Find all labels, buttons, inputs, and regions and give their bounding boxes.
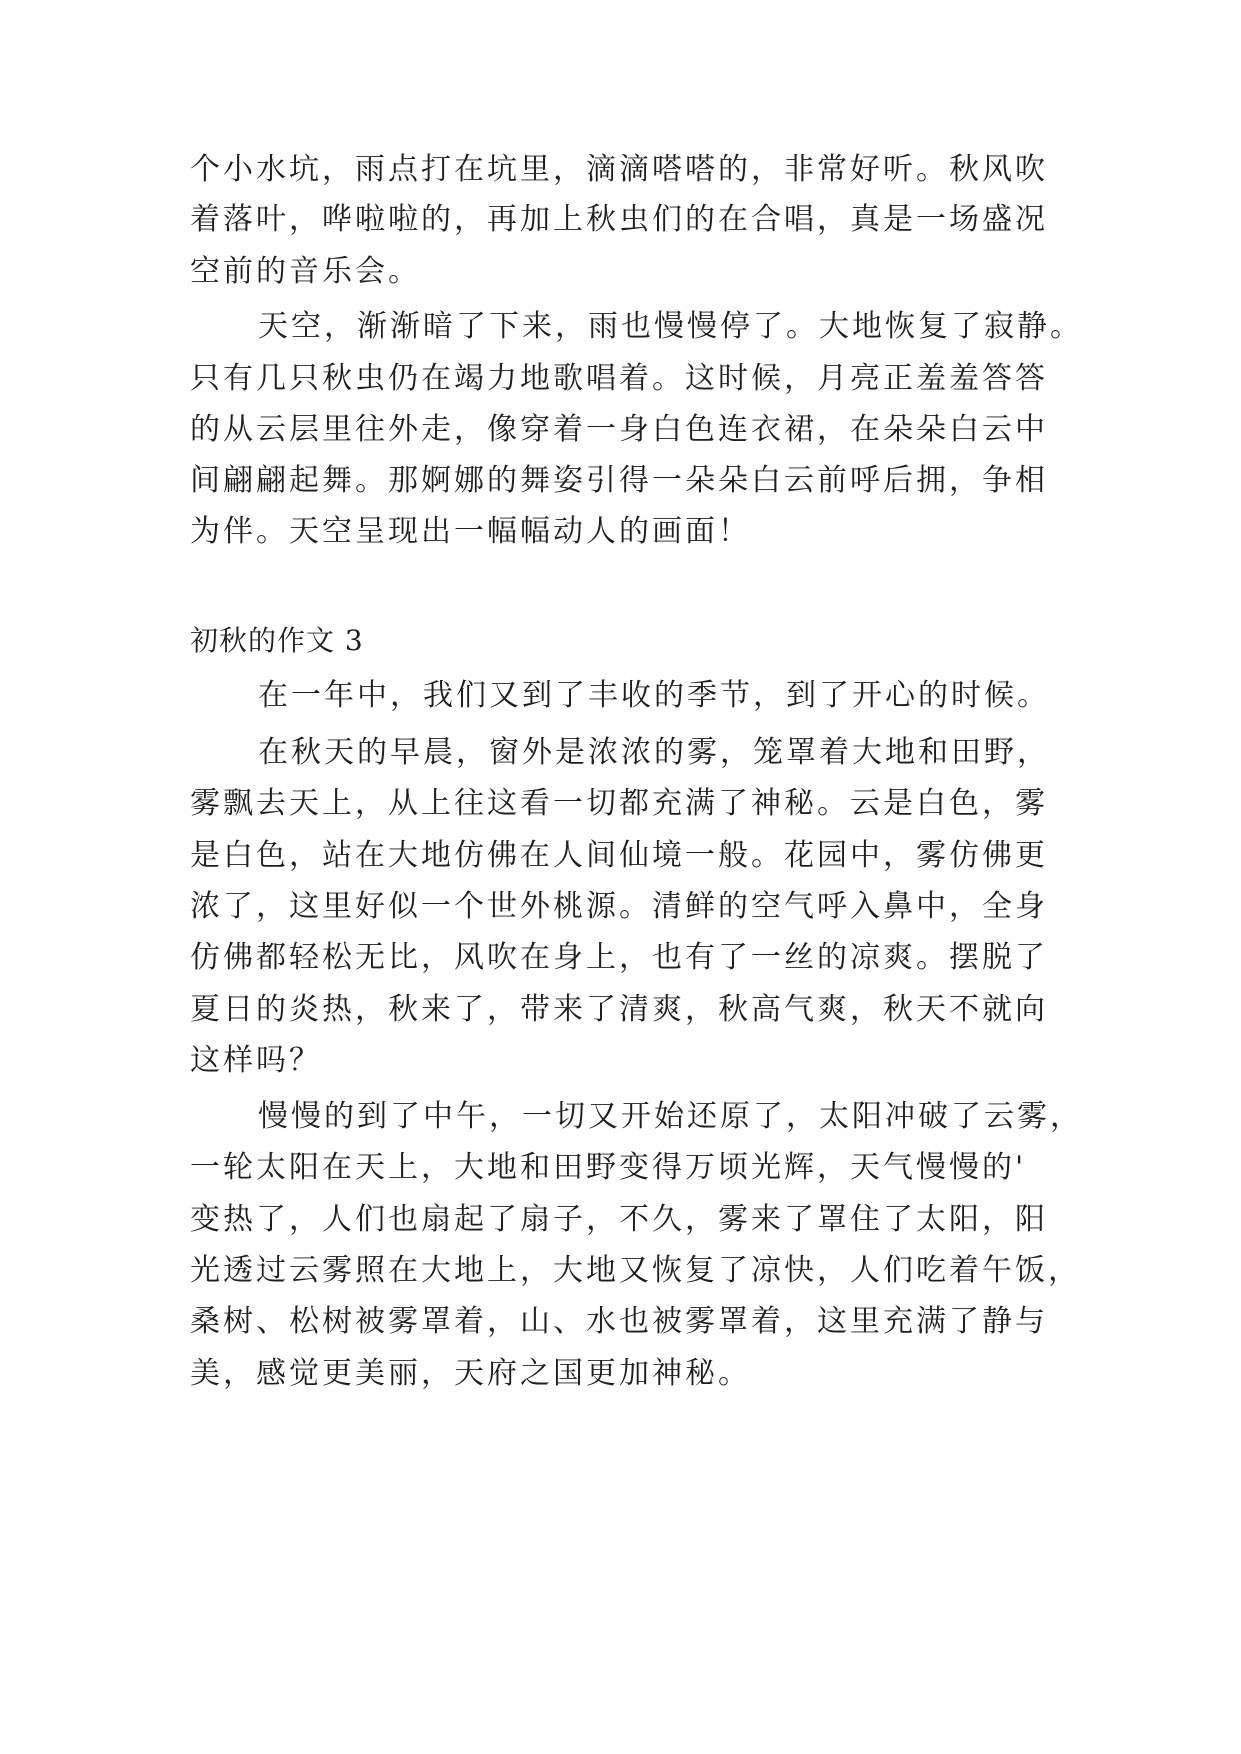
text-line: 空前的音乐会。 <box>190 254 421 289</box>
text-line: 变热了，人们也扇起了扇子，不久，雾来了罩住了太阳，阳 <box>190 1202 1048 1237</box>
text-line: 光透过云雾照在大地上，大地又恢复了凉快，人们吃着午饭， <box>190 1253 1081 1288</box>
text-line: 是白色，站在大地仿佛在人间仙境一般。花园中，雾仿佛更 <box>190 838 1048 873</box>
text-line: 仿佛都轻松无比，风吹在身上，也有了一丝的凉爽。摆脱了 <box>190 940 1048 975</box>
text-line: 为伴。天空呈现出一幅幅动人的画面！ <box>190 514 751 549</box>
text-line: 在一年中，我们又到了丰收的季节，到了开心的时候。 <box>258 678 1050 713</box>
essay-heading: 初秋的作文 3 <box>190 624 364 657</box>
text-line: 着落叶，哗啦啦的，再加上秋虫们的在合唱，真是一场盛况 <box>190 202 1048 237</box>
text-line: 这样吗？ <box>190 1043 322 1078</box>
text-line: 浓了，这里好似一个世外桃源。清鲜的空气呼入鼻中，全身 <box>190 889 1048 924</box>
text-line: 只有几只秋虫仍在竭力地歌唱着。这时候，月亮正羞羞答答 <box>190 361 1048 396</box>
text-line: 一轮太阳在天上，大地和田野变得万顷光辉，天气慢慢的' <box>190 1150 1027 1185</box>
text-line: 桑树、松树被雾罩着，山、水也被雾罩着，这里充满了静与 <box>190 1304 1048 1339</box>
text-line: 在秋天的早晨，窗外是浓浓的雾，笼罩着大地和田野， <box>258 735 1050 770</box>
text-line: 慢慢的到了中午，一切又开始还原了，太阳冲破了云雾， <box>258 1099 1083 1134</box>
text-line: 美，感觉更美丽，天府之国更加神秘。 <box>190 1356 751 1391</box>
text-line: 天空，渐渐暗了下来，雨也慢慢停了。大地恢复了寂静。 <box>258 309 1083 344</box>
text-line: 雾飘去天上，从上往这看一切都充满了神秘。云是白色，雾 <box>190 786 1048 821</box>
text-line: 夏日的炎热，秋来了，带来了清爽，秋高气爽，秋天不就向 <box>190 992 1048 1027</box>
text-line: 间翩翩起舞。那婀娜的舞姿引得一朵朵白云前呼后拥，争相 <box>190 463 1048 498</box>
text-line: 的从云层里往外走，像穿着一身白色连衣裙，在朵朵白云中 <box>190 412 1048 447</box>
text-line: 个小水坑，雨点打在坑里，滴滴嗒嗒的，非常好听。秋风吹 <box>190 152 1048 187</box>
